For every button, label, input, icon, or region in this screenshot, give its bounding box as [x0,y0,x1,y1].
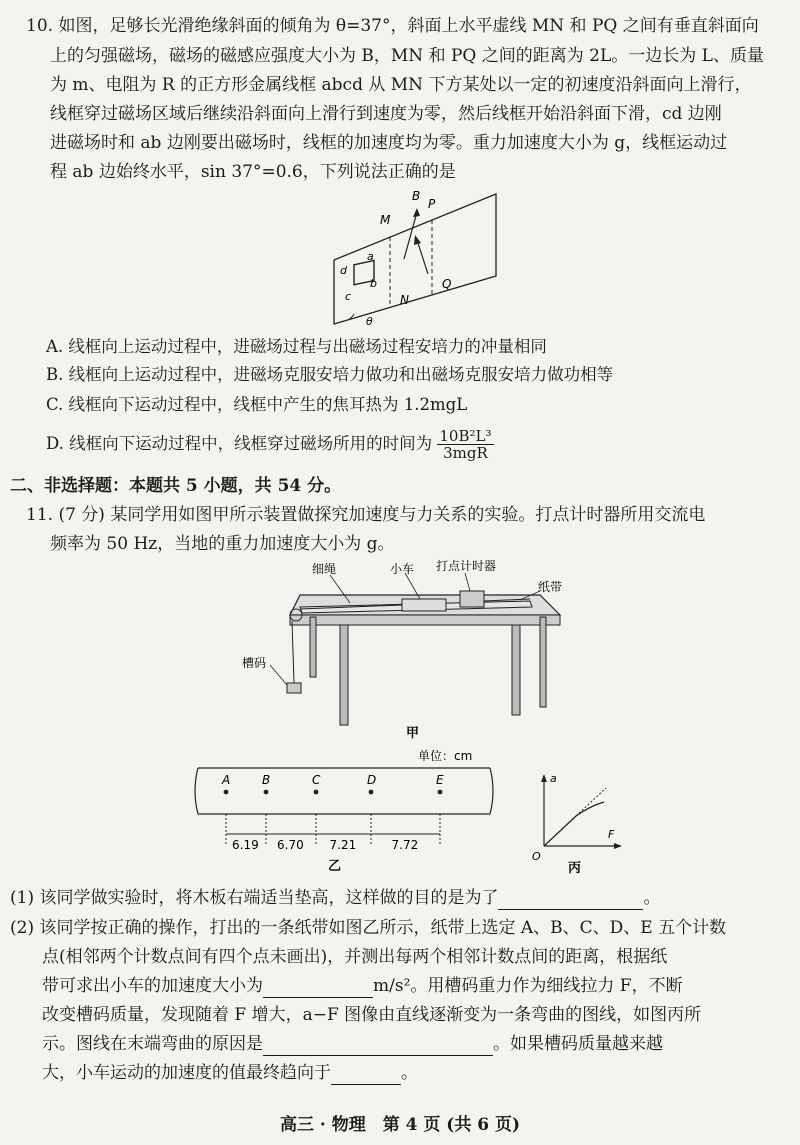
label-b: B [412,189,421,203]
timer [460,591,484,607]
page-footer: 高三 · 物理 第 4 页 (共 6 页) [279,1115,521,1135]
q10-line-6: 程 ab 边始终水平，sin 37°=0.6，下列说法正确的是 [50,162,456,182]
label-f-axis: F [608,828,615,841]
b-field-arrowhead-lower [414,235,421,245]
q11-part-2-line-3 [42,975,683,998]
q11-part-1 [10,887,660,910]
label-tape: 纸带 [538,580,563,594]
q10-option-d [46,428,494,461]
apparatus-figure-jia [240,555,580,745]
label-theta: θ [366,315,373,328]
caption-jia: 甲 [406,726,420,741]
q10-line-1: 10. 如图，足够长光滑绝缘斜面的倾角为 θ=37°，斜面上水平虚线 MN 和 PQ 之间有垂直斜面向 [26,16,759,36]
label-n: N [400,293,409,307]
answer-blank-4[interactable] [331,1062,401,1085]
hanging-rope [292,621,294,683]
label-d: d [340,264,347,277]
paper-tape-figure-yi [190,748,500,876]
tape-point-label-c: C [312,773,321,787]
q10-option-a: A. 线框向上运动过程中，进磁场过程与出磁场过程安培力的冲量相同 [46,337,547,356]
q11-part-2-line-5-end: 。如果槽码质量越来越 [493,1034,663,1054]
q11-line-1: 11. (7 分) 某同学用如图甲所示装置做探究加速度与力关系的实验。打点计时器所用交流电 [26,505,706,525]
q11-part-2-line-5-text: 示。图线在末端弯曲的原因是 [42,1034,263,1054]
table-leg-4 [540,617,546,707]
q11-part-2-line-1: (2) 该同学按正确的操作，打出的一条纸带如图乙所示，纸带上选定 A、B、C、D、E 五个计数 [10,918,727,938]
leader-weight [270,665,287,685]
table-leg-3 [310,617,316,677]
label-a-axis: a [550,772,557,785]
q11-part-2-line-3-text: 带可求出小车的加速度大小为 [42,976,263,996]
tape-point-label-e: E [436,773,444,787]
q10-option-b: B. 线框向上运动过程中，进磁场克服安培力做功和出磁场克服安培力做功相等 [46,365,614,384]
tape-point-a [224,790,229,795]
q10-option-d-text: D. 线框向下运动过程中，线框穿过磁场所用的时间为 [46,434,433,453]
table-leg-2 [512,625,520,715]
tape-distance-label-2: 6.70 [277,838,304,852]
q11-part-2-line-4: 改变槽码质量，发现随着 F 增大，a−F 图像由直线逐渐变为一条弯曲的图线，如图丙所 [42,1005,702,1025]
x-arrow [614,843,622,849]
q11-part-2-line-6 [42,1062,418,1085]
q10-option-d-fraction [437,428,493,461]
cart [402,599,446,611]
a-f-graph-bing [530,768,630,876]
label-cart: 小车 [390,562,415,576]
fraction-numerator: 10B²L³ [439,427,492,445]
q10-line-5: 进磁场时和 ab 边刚要出磁场时，线框的加速度均为零。重力加速度大小为 g，线框运动过 [50,133,728,153]
tape-point-b [264,790,269,795]
answer-blank-2[interactable] [263,975,373,998]
section-2-heading: 二、非选择题：本题共 5 小题，共 54 分。 [10,476,342,496]
tape-point-label-a: A [222,773,231,787]
label-c: c [345,290,352,303]
label-timer: 打点计时器 [436,559,497,573]
table-edge [290,615,560,625]
fraction-denominator: 3mgR [443,444,488,462]
leader-timer [465,573,470,591]
q11-part-2-line-6-text: 大，小车运动的加速度的值最终趋向于 [42,1063,331,1083]
tape-unit: 单位：cm [418,749,473,763]
q10-option-c: C. 线框向下运动过程中，线框中产生的焦耳热为 1.2mgL [46,395,468,414]
tape-left-edge [195,768,198,814]
b-field-arrow-lower [417,240,428,274]
label-m: M [380,213,391,227]
label-b-corner: b [370,277,377,290]
tape-distance-label-1: 6.19 [232,838,259,852]
q11-part-2-line-3-unit: m/s²。用槽码重力作为细线拉力 F，不断 [373,976,683,996]
answer-blank-1[interactable] [498,887,643,910]
answer-blank-3[interactable] [263,1033,493,1056]
b-field-arrowhead-upper [413,208,420,217]
q10-line-3: 为 m、电阻为 R 的正方形金属线框 abcd 从 MN 下方某处以一定的初速度沿斜面向上滑行， [50,75,752,95]
tape-distance-label-3: 7.21 [329,838,357,852]
tape-point-label-b: B [262,773,271,787]
tape-distance-label-4: 7.72 [391,838,419,852]
incline-magnetic-field-figure [320,186,510,328]
curve [544,802,604,846]
tape-point-d [369,790,374,795]
label-p: P [428,197,436,211]
q11-line-2: 频率为 50 Hz，当地的重力加速度大小为 g。 [50,534,395,554]
label-a: a [367,250,374,263]
table-leg-1 [340,625,348,725]
label-weight: 槽码 [242,656,267,670]
tape-marks [221,773,444,852]
label-q: Q [442,277,452,291]
tape-point-e [438,790,443,795]
caption-bing: 丙 [568,861,582,876]
label-rope: 细绳 [312,562,337,576]
q11-part-2-line-2: 点(相邻两个计数点间有四个点未画出)，并测出每两个相邻计数点间的距离，根据纸 [42,947,668,967]
label-origin: O [532,850,541,863]
tape-point-c [314,790,319,795]
hook-weight [287,683,301,693]
tape-point-label-d: D [367,773,377,787]
q10-line-2: 上的匀强磁场，磁场的磁感应强度大小为 B，MN 和 PQ 之间的距离为 2L。一边长为 L、质量 [50,46,764,66]
linear-extension [576,788,606,816]
q11-part-2-line-5 [42,1033,663,1056]
tape-right-edge [490,768,493,814]
caption-yi: 乙 [328,859,342,874]
q11-part-1-end: 。 [643,888,661,908]
y-arrow [541,774,547,782]
q11-part-2-line-6-end: 。 [401,1063,418,1083]
q10-line-4: 线框穿过磁场区域后继续沿斜面向上滑行到速度为零，然后线框开始沿斜面下滑，cd 边刚 [50,104,722,124]
q11-part-1-text: (1) 该同学做实验时，将木板右端适当垫高，这样做的目的是为了 [10,888,499,908]
